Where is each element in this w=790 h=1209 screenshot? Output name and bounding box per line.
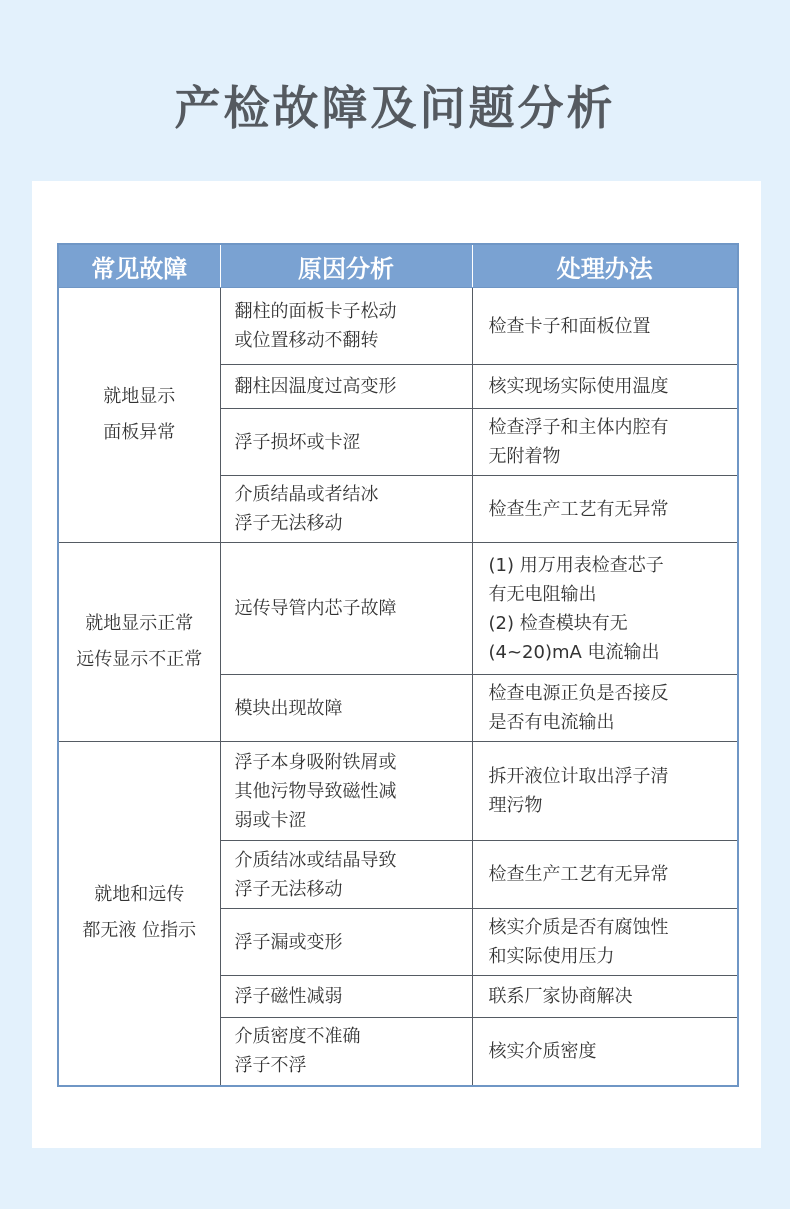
table-header-row — [58, 244, 738, 288]
solution-cell: 检查电源正负是否接反 是否有电流输出 — [472, 675, 738, 742]
cause-cell: 翻柱因温度过高变形 — [220, 365, 472, 409]
page-title: 产检故障及问题分析 — [174, 81, 616, 135]
table-row — [58, 543, 738, 675]
cause-cell: 浮子漏或变形 — [220, 909, 472, 976]
solution-cell: 检查卡子和面板位置 — [472, 288, 738, 365]
cause-cell: 浮子磁性减弱 — [220, 976, 472, 1018]
fault-analysis-table — [57, 243, 739, 1087]
cause-cell: 浮子损坏或卡涩 — [220, 409, 472, 476]
table-row — [58, 288, 738, 365]
fault-cell: 就地显示 面板异常 — [58, 288, 220, 543]
cause-cell: 浮子本身吸附铁屑或 其他污物导致磁性减 弱或卡涩 — [220, 742, 472, 841]
solution-cell: 拆开液位计取出浮子清 理污物 — [472, 742, 738, 841]
table-row — [58, 742, 738, 841]
solution-cell: 检查生产工艺有无异常 — [472, 476, 738, 543]
solution-cell: 核实介质密度 — [472, 1018, 738, 1086]
fault-cell: 就地和远传 都无液 位指示 — [58, 742, 220, 1086]
fault-cell: 就地显示正常 远传显示不正常 — [58, 543, 220, 742]
cause-cell: 介质结晶或者结冰 浮子无法移动 — [220, 476, 472, 543]
cause-cell: 远传导管内芯子故障 — [220, 543, 472, 675]
header-common-fault: 常见故障 — [58, 244, 220, 288]
solution-cell: 联系厂家协商解决 — [472, 976, 738, 1018]
header-cause-analysis: 原因分析 — [220, 244, 472, 288]
cause-cell: 翻柱的面板卡子松动 或位置移动不翻转 — [220, 288, 472, 365]
cause-cell: 模块出现故障 — [220, 675, 472, 742]
solution-cell: 核实介质是否有腐蚀性 和实际使用压力 — [472, 909, 738, 976]
header-solution: 处理办法 — [472, 244, 738, 288]
cause-cell: 介质密度不准确 浮子不浮 — [220, 1018, 472, 1086]
solution-cell: 检查浮子和主体内腔有 无附着物 — [472, 409, 738, 476]
solution-cell: 检查生产工艺有无异常 — [472, 841, 738, 909]
cause-cell: 介质结冰或结晶导致 浮子无法移动 — [220, 841, 472, 909]
solution-cell: (1) 用万用表检查芯子 有无电阻输出 (2) 检查模块有无 (4~20)mA 电流输出 — [472, 543, 738, 675]
solution-cell: 核实现场实际使用温度 — [472, 365, 738, 409]
